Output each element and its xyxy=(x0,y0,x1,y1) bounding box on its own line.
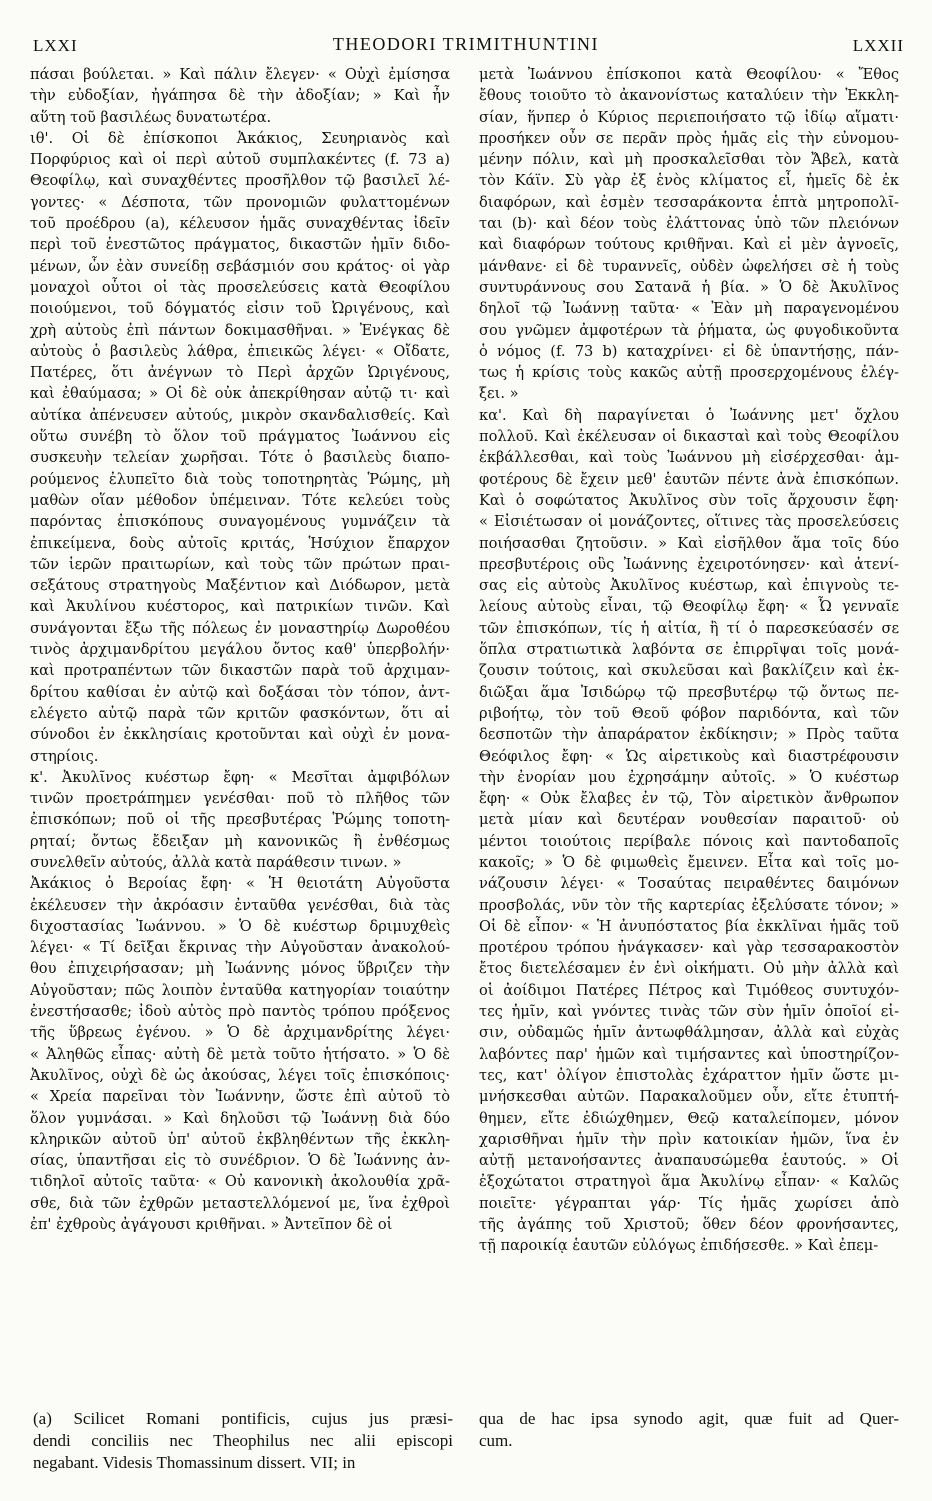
text-line: μοναχοὶ οὗτοι οἱ τὰς προσελεύσεις κατὰ Θεοφίλου xyxy=(30,278,450,296)
text-line: στηρίοις. xyxy=(30,747,99,765)
text-line: ἐκβάλλεσθαι, καὶ τοὺς Ἰωάννου μὴ εἰσέρχεσθαι· ἀμ- xyxy=(479,449,899,467)
text-line: καὶ Ἀκυλίνου κυέστορος, καὶ πατρικίων τινῶν. Καὶ xyxy=(30,598,450,616)
text-line: τινῶν προετράπημεν γενέσθαι· ποῦ τὸ πλῆθος τῶν xyxy=(30,790,450,808)
text-line: ἐπισκόπων; ποῦ οἱ τῆς πρεσβυτέρας Ῥώμης τοποτη- xyxy=(30,811,450,829)
text-line: τῶν ἐπισκόπων, τίς ἡ αἰτία, ἢ τί ὁ παρεσκεύασέν σε xyxy=(479,619,899,637)
text-line: λέγει· « Τί δεῖξαι ἔκρινας τὴν Αὐγοῦσταν ἀνακολού- xyxy=(30,939,450,957)
text-line: ἐπικείμενα, δοὺς αὐτοῖς κριτάς, Ἡσύχιον ἔπαρχον xyxy=(30,534,450,552)
text-line: « Χρεία παρεῖναι τὸν Ἰωάννην, ὥστε ἐπὶ αὐτοῦ τὸ xyxy=(30,1088,450,1106)
text-line: σίας, ὑπαντῆσαι εἰς τὸ συνέδριον. Ὁ δὲ Ἰωάννης ἀν- xyxy=(30,1152,450,1170)
text-line: πάσαι βούλεται. » Καὶ πάλιν ἔλεγεν· « Οὐχὶ ἐμίσησα xyxy=(30,66,450,83)
footnote-line: negabant. Videsis Thomassinum dissert. VII; in xyxy=(33,1453,356,1472)
text-line: συντυράννους σου Σατανᾶ ἡ βία. » Ὁ δὲ Ἀκυλῖνος xyxy=(479,278,899,296)
text-line: μαθὼν οἵαν μέθοδον ὑπέμειναν. Τότε κελεύει τοὺς xyxy=(30,491,450,509)
footnote-right xyxy=(479,1408,899,1452)
text-line: « Εἰσιέτωσαν οἱ μονάζοντες, οἵτινες τὰς προσελεύσεις xyxy=(479,513,899,531)
text-line: θου ἐπιχειρήσασαν; μὴ Ἰωάννης μόνος ὕβριζεν τὴν xyxy=(30,960,450,978)
text-line: ὁ νόμος (f. 73 b) καταχρίνει· εἰ δὲ ὑπαντήσῃς, πάν- xyxy=(479,342,899,360)
text-line: αὐτῇ μετανοήσαντες ἀναπαυσώμεθα ἑαυτούς. » Οἱ xyxy=(479,1152,899,1170)
text-line: διῶξαι ἅμα Ἰσιδώρῳ τῷ πρεσβυτέρῳ τῷ ὄντως πε- xyxy=(479,683,899,701)
text-line: Θεοφίλῳ, καὶ συναχθέντες προσῆλθον τῷ βασιλεῖ λέ- xyxy=(30,172,450,190)
text-line: προσήκεν οὖν σε περᾶν πρὸς ἡμᾶς εἰς τὴν εὐνομου- xyxy=(479,129,899,147)
text-line: Καὶ ὁ σοφώτατος Ἀκυλῖνος σὺν τοῖς ἄρχουσιν ἔφη· xyxy=(479,491,899,509)
text-line: σεξάτους στρατηγοὺς Μαξέντιον καὶ Διόδωρον, μετὰ xyxy=(30,577,450,595)
text-line: αὐτοὺς ὁ βασιλεὺς λάθρα, ἐπιεικῶς λέγει· « Οἴδατε, xyxy=(30,342,450,360)
text-line: Πατέρες, ὅτι ἀνέγνων τὸ Περὶ ἀρχῶν Ὠριγένους, xyxy=(30,364,450,382)
text-line: συνελθεῖν αὐτούς, ἀλλὰ κατὰ παράθεσιν τινων. » xyxy=(30,853,402,871)
left-text-column xyxy=(30,64,450,1235)
text-line: φοτέρους δὲ ἔχειν μεθ' ἑαυτῶν πέντε ἀνὰ ἐπισκόπων. xyxy=(479,470,899,488)
running-header xyxy=(0,30,932,60)
text-line: καὶ ἐθαύμασα; » Οἱ δὲ οὐκ ἀπεκρίθησαν αὐτῷ τι· καὶ xyxy=(30,385,450,403)
text-line: ται (b)· καὶ δέον τοὺς ἐλάττονας ὑπὸ τῶν πλειόνων xyxy=(479,215,899,233)
text-line: σου γνῶμεν ἀμφοτέρων τὰ ῥήματα, ὡς φυγοδικοῦντα xyxy=(479,321,899,339)
text-line: καὶ προτραπέντων τῶν δικαστῶν παρὰ τοῦ ἀρχιμαν- xyxy=(30,662,450,680)
text-line: συσκευὴν τελείαν χωρῆσαι. Τότε ὁ βασιλεὺς διαπο- xyxy=(30,449,450,467)
text-line: τῶν ἱερῶν πραιτωρίων, καὶ τοὺς τῶν πρώτων πραι- xyxy=(30,555,450,573)
text-line: σίαν, ἥνπερ ὁ Κύριος περιεποιήσατο τῷ ἰδίῳ αἵματι· xyxy=(479,108,899,126)
text-line: λείους αὐτοὺς εἶναι, τῷ Θεοφίλῳ ἔφη· « Ὦ γενναῖε xyxy=(479,598,899,616)
text-line: περὶ τοῦ ἐνεστῶτος πράγματος, δικαστῶν ἡμῖν διδο- xyxy=(30,236,450,254)
text-line: « Ἀληθῶς εἶπας· αὐτὴ δὲ μετὰ τοῦτο ἡτήσατο. » Ὁ δὲ xyxy=(30,1045,450,1063)
text-line: χαρισθῆναι ἡμῖν τὴν πρὶν κατοικίαν ἡμῶν, ἵνα ἐν xyxy=(479,1130,899,1148)
text-line: τινὸς ἀρχιμανδρίτου μεγάλου ὄντος καθ' ὑπερβολήν· xyxy=(30,641,450,659)
text-line: ρηταί; ὄντως ἔδειξαν μὴ κανονικῶς ἢ ἐνθέσμως xyxy=(30,832,450,850)
text-line: αὕτη τοῦ βασιλέως δυνατωτέρα. xyxy=(30,108,272,126)
right-page-number: LXXII xyxy=(852,36,904,55)
text-line: κακοῖς; » Ὁ δὲ φιμωθεὶς ἔμεινεν. Εἶτα καὶ τοῖς μο- xyxy=(479,853,899,871)
text-line: ἐπ' ἐχθροὺς ἀγάγουσι κριθῆναι. » Ἀντεῖπον δὲ οἱ xyxy=(30,1216,393,1234)
text-line: τοῦ προέδρου (a), κέλευσον ἡμᾶς συναχθέντας ἰδεῖν xyxy=(30,215,450,233)
text-line: παρόντας ἐπισκόπους συναγομένους γυμνάζειν τὰ xyxy=(30,513,450,531)
text-line: τες ἡμῖν, καὶ γνόντες τινὰς τῶν σὺν ἡμῖν ὁποῖοί εἰ- xyxy=(479,1003,899,1021)
text-line: λαβόντες παρ' ἡμῶν καὶ τιμήσαντες καὶ ὑποστηρίζον- xyxy=(479,1045,899,1063)
text-line: καὶ διαφόρων τούτους κριθῆναι. Καὶ εἰ μὲν ἀγνοεῖς, xyxy=(479,236,899,254)
text-line: τως ἡ κρίσις τοὺς κακῶς αὐτῇ προσερχομένους ἐλέγ- xyxy=(479,364,899,382)
text-line: κα'. Καὶ δὴ παραγίνεται ὁ Ἰωάννης μετ' ὄχλου xyxy=(479,406,899,424)
running-title: THEODORI TRIMITHUNTINI xyxy=(332,34,600,54)
text-line: ἔτος διετελέσαμεν ἐν ἑνὶ οἰκήματι. Οὐ μὴν ἀλλὰ καὶ xyxy=(479,960,899,978)
text-line: χρὴ αὐτοὺς ἐπὶ πάντων δοκιμασθῆναι. » Ἐνέγκας δὲ xyxy=(30,321,450,339)
text-line: ποιήσασθαι ζητοῦσιν. » Καὶ εἰσῆλθον ἅμα τοῖς δύο xyxy=(479,534,899,552)
text-line: Πορφύριος καὶ οἱ περὶ αὐτοῦ συμπλακέντες (f. 73 a) xyxy=(30,151,450,169)
left-page-number: LXXI xyxy=(33,36,78,55)
text-line: δηλοῖ τῷ Ἰωάννῃ ταῦτα· « Ἐὰν μὴ παραγενομένου xyxy=(479,300,899,318)
text-line: τὸν Κάϊν. Σὺ γὰρ ἐξ ἑνὸς κλίματος εἶ, ἡμεῖς δὲ ἐκ xyxy=(479,172,899,190)
text-line: μέντοι τοιούτοις περίβαλε πόνοις καὶ παντοδαποῖς xyxy=(479,832,899,850)
text-line: γοντες· « Δέσποτα, τῶν προνομιῶν φυλαττομένων xyxy=(30,193,450,211)
text-line: ὅπλα στρατιωτικὰ λαβόντα σε ἐπιρρῖψαι τοῖς μονά- xyxy=(479,641,899,659)
text-line: Ἀκυλῖνος, οὐχὶ δὲ ὡς ἀκούσας, λέγει τοῖς ἐπισκόποις· xyxy=(30,1066,450,1084)
text-line: ἔθους τοιοῦτο τὸ ἀκανονίστως καταλύειν τὴν Ἐκκλη- xyxy=(479,87,899,105)
text-line: ἔφη· « Οὐκ ἔλαβες ἐν τῷ, Τὸν αἱρετικὸν ἄνθρωπον xyxy=(479,790,899,808)
footnote-line: (a) Scilicet Romani pontificis, cujus jus præsi- xyxy=(33,1409,453,1428)
text-line: Θεόφιλος ἔφη· « Ὡς αἱρετικοὺς καὶ διαστρέφουσιν xyxy=(479,747,899,765)
text-line: πρεσβυτέροις οὓς Ἰωάννης ἐχειροτόνησεν· καὶ ἀτενί- xyxy=(479,555,899,573)
text-line: μένην πόλιν, καὶ μὴ προσκαλεῖσθαι τὸν Ἄβελ, κατὰ xyxy=(479,151,899,169)
text-line: ἐξοχώτατοι στρατηγοὶ ἅμα Ἀκυλίνῳ εἶπαν· « Καλῶς xyxy=(479,1173,899,1191)
footnote-left xyxy=(33,1408,453,1474)
text-line: κληρικῶν αὐτοῦ ὑπ' αὐτοῦ ἐκβληθέντων τῆς ἐκκλη- xyxy=(30,1130,450,1148)
text-line: μένων, ὧν ἐὰν συνείδῃ σεβάσμιόν σου κράτος· οἱ γὰρ xyxy=(30,257,450,275)
text-line: σας εἰς αὐτοὺς Ἀκυλῖνος κυέστωρ, καὶ ἐπιγνοὺς τε- xyxy=(479,577,899,595)
text-line: ιθ'. Οἱ δὲ ἐπίσκοποι Ἀκάκιος, Σευηριανὸς καὶ xyxy=(30,129,450,147)
text-line: τες, κατ' ὀλίγον ἐπιστολὰς ἐχάραττον ἡμῖν ὥστε μι- xyxy=(479,1066,899,1084)
text-line: πολλοῦ. Καὶ ἐκέλευσαν οἱ δικασταὶ καὶ τοὺς Θεοφίλου xyxy=(479,428,899,446)
right-text-column xyxy=(479,64,899,1257)
text-line: οὕτω συνέβη τὸ ὅλον τοῦ πράγματος Ἰωάννου εἰς xyxy=(30,428,450,446)
text-line: θημεν, εἴτε ἐδιώχθημεν, Θεῷ καταλείπομεν, μόνον xyxy=(479,1109,899,1127)
text-line: διαφόρων, καὶ ἐσμὲν τεσσαράκοντα ἑπτὰ μητροπολῖ- xyxy=(479,193,899,211)
text-line: ζουσιν τούτοις, καὶ σκυλεῦσαι καὶ βακλίζειν καὶ ἐκ- xyxy=(479,662,899,680)
text-line: δρίτου καθίσαι ἐν αὐτῷ καὶ δοξάσαι τὸν τόπον, ἀντ- xyxy=(30,683,450,701)
text-line: Οἱ δὲ εἶπον· « Ἡ ἀνυπόστατος βία ἐκκλῖναι ἡμᾶς τοῦ xyxy=(479,917,899,935)
text-line: Αὐγοῦσταν; πῶς λοιπὸν ἐνταῦθα κατηγορίαν τοιαύτην xyxy=(30,981,450,999)
text-line: ἐκέλευσεν τὴν ἀκρόασιν ἐνταῦθα γενέσθαι, διὰ τὰς xyxy=(30,896,450,914)
text-line: αὐτίκα ἀπένευσεν αὐτούς, μικρὸν σκανδαλισθείς. Καὶ xyxy=(30,406,450,424)
text-line: κ'. Ἀκυλῖνος κυέστωρ ἔφη· « Μεσῖται ἀμφιβόλων xyxy=(30,768,450,786)
text-line: τιδηλοῖ αὐτοῖς ταῦτα· « Οὐ κανονικὴ ἀκολουθία χρᾶ- xyxy=(30,1173,450,1191)
footnote-line: dendi conciliis nec Theophilus nec alii episcopi xyxy=(33,1431,453,1450)
text-line: μετὰ Ἰωάννου ἐπίσκοποι κατὰ Θεοφίλου· « Ἔθος xyxy=(479,66,899,83)
text-line: τὴν εὐδοξίαν, ἠγάπησα δὲ τὴν ἀδοξίαν; » Καὶ ἦν xyxy=(30,87,450,105)
text-line: ελέγετο αὐτῷ παρὰ τῶν κριτῶν φασκόντων, ὅτι αἱ xyxy=(30,704,450,722)
text-line: ἐνεστήσασθε; ἰδοὺ αὐτὸς πρὸ παντὸς τρόπου πρόξενος xyxy=(30,1003,450,1021)
text-line: τῆς ἀγάπης τοῦ Χριστοῦ; ὅθεν δέον φρονήσαντες, xyxy=(479,1216,899,1234)
text-line: μετὰ μίαν καὶ δευτέραν νουθεσίαν παραιτοῦ· οὐ xyxy=(479,811,899,829)
text-line: σιν, οὐδαμῶς ἡμῖν ἀντωφθάλμησαν, ἀλλὰ καὶ εὐχὰς xyxy=(479,1024,899,1042)
text-line: προτέρου τρόπου ἠνάγκασεν· καὶ γὰρ τεσσαρακοστὸν xyxy=(479,939,899,957)
text-line: Ἀκάκιος ὁ Βεροίας ἔφη· « Ἡ θειοτάτη Αὐγοῦστα xyxy=(30,875,450,893)
text-line: προσβολάς, νῦν τὸν τῆς καρτερίας ἐξελύσατε τόνον; » xyxy=(479,896,899,914)
text-line: τῆς ὕβρεως ἐγένου. » Ὁ δὲ ἀρχιμανδρίτης λέγει· xyxy=(30,1024,450,1042)
text-line: σύνοδοι ἐν ἐκκλησίαις κροτοῦνται καὶ οὐχὶ ἐν μονα- xyxy=(30,726,450,744)
footnote-line: cum. xyxy=(479,1431,513,1450)
text-line: δεσποτῶν τὴν ἀπαράρατον ἐκδίκησιν; » Πρὸς ταῦτα xyxy=(479,726,899,744)
text-line: οἱ ἀοίδιμοι Πατέρες Πέτρος καὶ Τιμόθεος συντυχόν- xyxy=(479,981,899,999)
text-line: ριβοήτῳ, τὸν τοῦ Θεοῦ φόβον παριδόντα, καὶ τῶν xyxy=(479,704,899,722)
text-line: σθε, διὰ τῶν ἐχθρῶν μεταστελλόμενοί με, ἵνα ἐχθροὶ xyxy=(30,1194,450,1212)
text-line: τὴν ἐνορίαν μου ἐχρησάμην αὐτοῖς. » Ὁ κυέστωρ xyxy=(479,768,899,786)
footnote-line: qua de hac ipsa synodo agit, quæ fuit ad Quer- xyxy=(479,1409,899,1428)
text-line: ρούμενος ἐλυπεῖτο διὰ τοὺς τοποτηρητὰς Ῥώμης, μὴ xyxy=(30,470,450,488)
text-line: ποιεῖτε· γέγραπται γάρ· Τίς ἡμᾶς χωρίσει ἀπὸ xyxy=(479,1194,899,1212)
text-line: ποιούμενοι, τοῦ δόγματός εἰσιν τοῦ Ὠριγένους, καὶ xyxy=(30,300,450,318)
text-line: μνήσκεσθαι αὐτῶν. Παρακαλοῦμεν οὖν, εἴτε ἐτυπτή- xyxy=(479,1088,899,1106)
text-line: ξει. » xyxy=(479,385,519,403)
text-line: συνάγονται ἔξω τῆς πόλεως ἐν μοναστηρίῳ Δωροθέου xyxy=(30,619,450,637)
text-line: μάνθανε· εἰ δὲ τυραννεῖς, οὐδὲν ὠφελήσει σὲ ἡ τοὺς xyxy=(479,257,899,275)
text-line: ὅλον γυμνάσαι. » Καὶ δηλοῦσι τῷ Ἰωάννῃ διὰ δύο xyxy=(30,1109,450,1127)
text-line: τῇ παροικίᾳ ἑαυτῶν εὐλόγως ἐπιδήσεσθε. » Καὶ ἐπεμ- xyxy=(479,1237,879,1255)
text-line: νάζουσιν λέγει· « Τοσαύτας πειραθέντες δαιμόνων xyxy=(479,875,899,893)
text-line: διχοστασίας Ἰωάννου. » Ὁ δὲ κυέστωρ δριμυχθεὶς xyxy=(30,917,450,935)
